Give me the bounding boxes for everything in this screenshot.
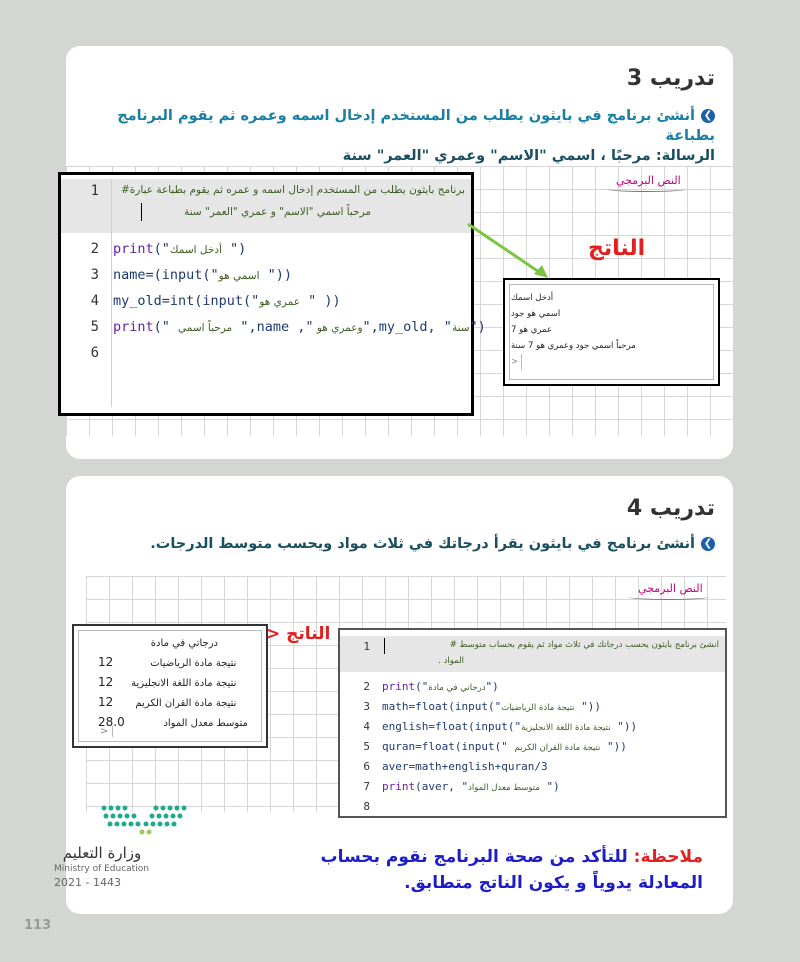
- output-line: مرحباً اسمي جود وعمري هو 7 سنة: [511, 341, 636, 351]
- exercise-3-panel: [66, 46, 733, 459]
- exercise-3-title: تدريب 3: [626, 66, 715, 91]
- code-line: print("أدخل اسمك "): [113, 241, 247, 257]
- output-window: [72, 624, 268, 748]
- line-number: 5: [363, 740, 370, 753]
- ministry-name-ar: وزارة التعليم: [62, 844, 142, 862]
- output-line: درجاتي في مادة: [150, 638, 218, 649]
- line-number: 8: [363, 800, 370, 813]
- page-number: 113: [24, 918, 52, 933]
- gutter-divider: [111, 179, 112, 407]
- code-label: النص البرمجي: [638, 582, 703, 595]
- output-line: 12 نتيجة مادة اللغة الانجليزية: [98, 675, 237, 689]
- code-comment: برنامج بايثون يطلب من المستخدم إدخال اسمه و عمره ثم يقوم بطباعة عبارة#: [121, 184, 465, 196]
- code-comment-wrap: المواد .: [438, 656, 464, 666]
- code-label: النص البرمجي: [616, 174, 681, 187]
- output-label: الناتج: [588, 236, 646, 261]
- output-line: اسمي هو جود: [511, 309, 561, 319]
- chevron-bullet-icon: ❯: [701, 537, 715, 551]
- line-number: 6: [90, 345, 99, 361]
- line-number: 1: [90, 183, 99, 199]
- prompt[interactable]: >: [100, 726, 113, 737]
- code-line: my_old=int(input("عمري هو " )): [113, 293, 341, 309]
- code-line: print(" مرحباً اسمي ",name ," وعمري هو",my_old, "سنة"): [113, 319, 486, 335]
- line-number: 7: [363, 780, 370, 793]
- code-line: aver=math+english+quran/3: [382, 760, 548, 773]
- code-line: name=(input("اسمي هو ")): [113, 267, 293, 283]
- code-line: english=float(input("نتيجة مادة اللغة الانجليزية ")): [382, 720, 638, 733]
- description-line-2: الرسالة: مرحبًا ، اسمي "الاسم" وعمري "العمر" سنة: [342, 148, 715, 164]
- text-cursor: [141, 203, 142, 221]
- line-number: 1: [363, 640, 370, 653]
- output-line: عمري هو 7: [511, 325, 553, 335]
- output-line: 12 نتيجة مادة القران الكريم: [98, 695, 237, 709]
- ministry-year: 2021 - 1443: [54, 876, 121, 889]
- code-editor[interactable]: [58, 172, 486, 416]
- prompt[interactable]: >: [511, 354, 522, 370]
- note: [303, 844, 703, 896]
- description-line-1: أنشئ برنامج في بايثون يقرأ درجاتك في ثلاث مواد ويحسب متوسط الدرجات.: [150, 536, 695, 552]
- note-line-1: للتأكد من صحة البرنامج نقوم بحساب: [320, 847, 634, 867]
- output-line: أدخل اسمك: [511, 293, 554, 303]
- line-number: 2: [363, 680, 370, 693]
- text-cursor: [384, 638, 385, 654]
- code-editor[interactable]: [338, 628, 727, 818]
- chevron-bullet-icon: ❯: [701, 109, 715, 123]
- line-number: 2: [90, 241, 99, 257]
- code-line: print(aver, "متوسط معدل المواد "): [382, 780, 560, 793]
- ministry-name-en: Ministry of Education: [54, 864, 149, 874]
- output-line: 12 نتيجة مادة الرياضيات: [98, 655, 237, 669]
- code-line: math=float(input("نتيجة مادة الرياضيات ")): [382, 700, 602, 713]
- code-line: quran=float(input(" نتيجة مادة القران الكريم ")): [382, 740, 627, 753]
- exercise-4-description: [95, 534, 715, 554]
- description-line-1: أنشئ برنامج في بايثون يطلب من المستخدم إدخال اسمه وعمره ثم يقوم البرنامج بطباعة: [117, 108, 715, 144]
- output-label: الناتج <: [266, 624, 331, 644]
- line-number: 3: [90, 267, 99, 283]
- line-number: 4: [363, 720, 370, 733]
- green-arrow-icon: [466, 222, 556, 282]
- line-number: 4: [90, 293, 99, 309]
- code-line: print("درجاتي في مادة"): [382, 680, 499, 693]
- code-comment-wrap: مرحباً اسمي "الاسم" و عمري "العمر" سنة: [184, 206, 371, 218]
- line-number: 3: [363, 700, 370, 713]
- exercise-3-description: [95, 106, 715, 166]
- exercise-4-title: تدريب 4: [626, 496, 715, 521]
- note-line-2: المعادلة يدوياً و يكون الناتج متطابق.: [404, 873, 703, 893]
- code-comment: انشئ برنامج بايثون يحسب درجاتك في ثلاث مواد ثم يقوم بحساب متوسط #: [449, 640, 719, 650]
- line-number: 5: [90, 319, 99, 335]
- exercise-4-panel: [54, 476, 733, 914]
- note-label: ملاحظة:: [633, 847, 703, 867]
- line-number: 6: [363, 760, 370, 773]
- output-line: 28.0 متوسط معدل المواد: [98, 715, 248, 729]
- ministry-logo-icon: [96, 802, 196, 842]
- output-window: [503, 278, 720, 386]
